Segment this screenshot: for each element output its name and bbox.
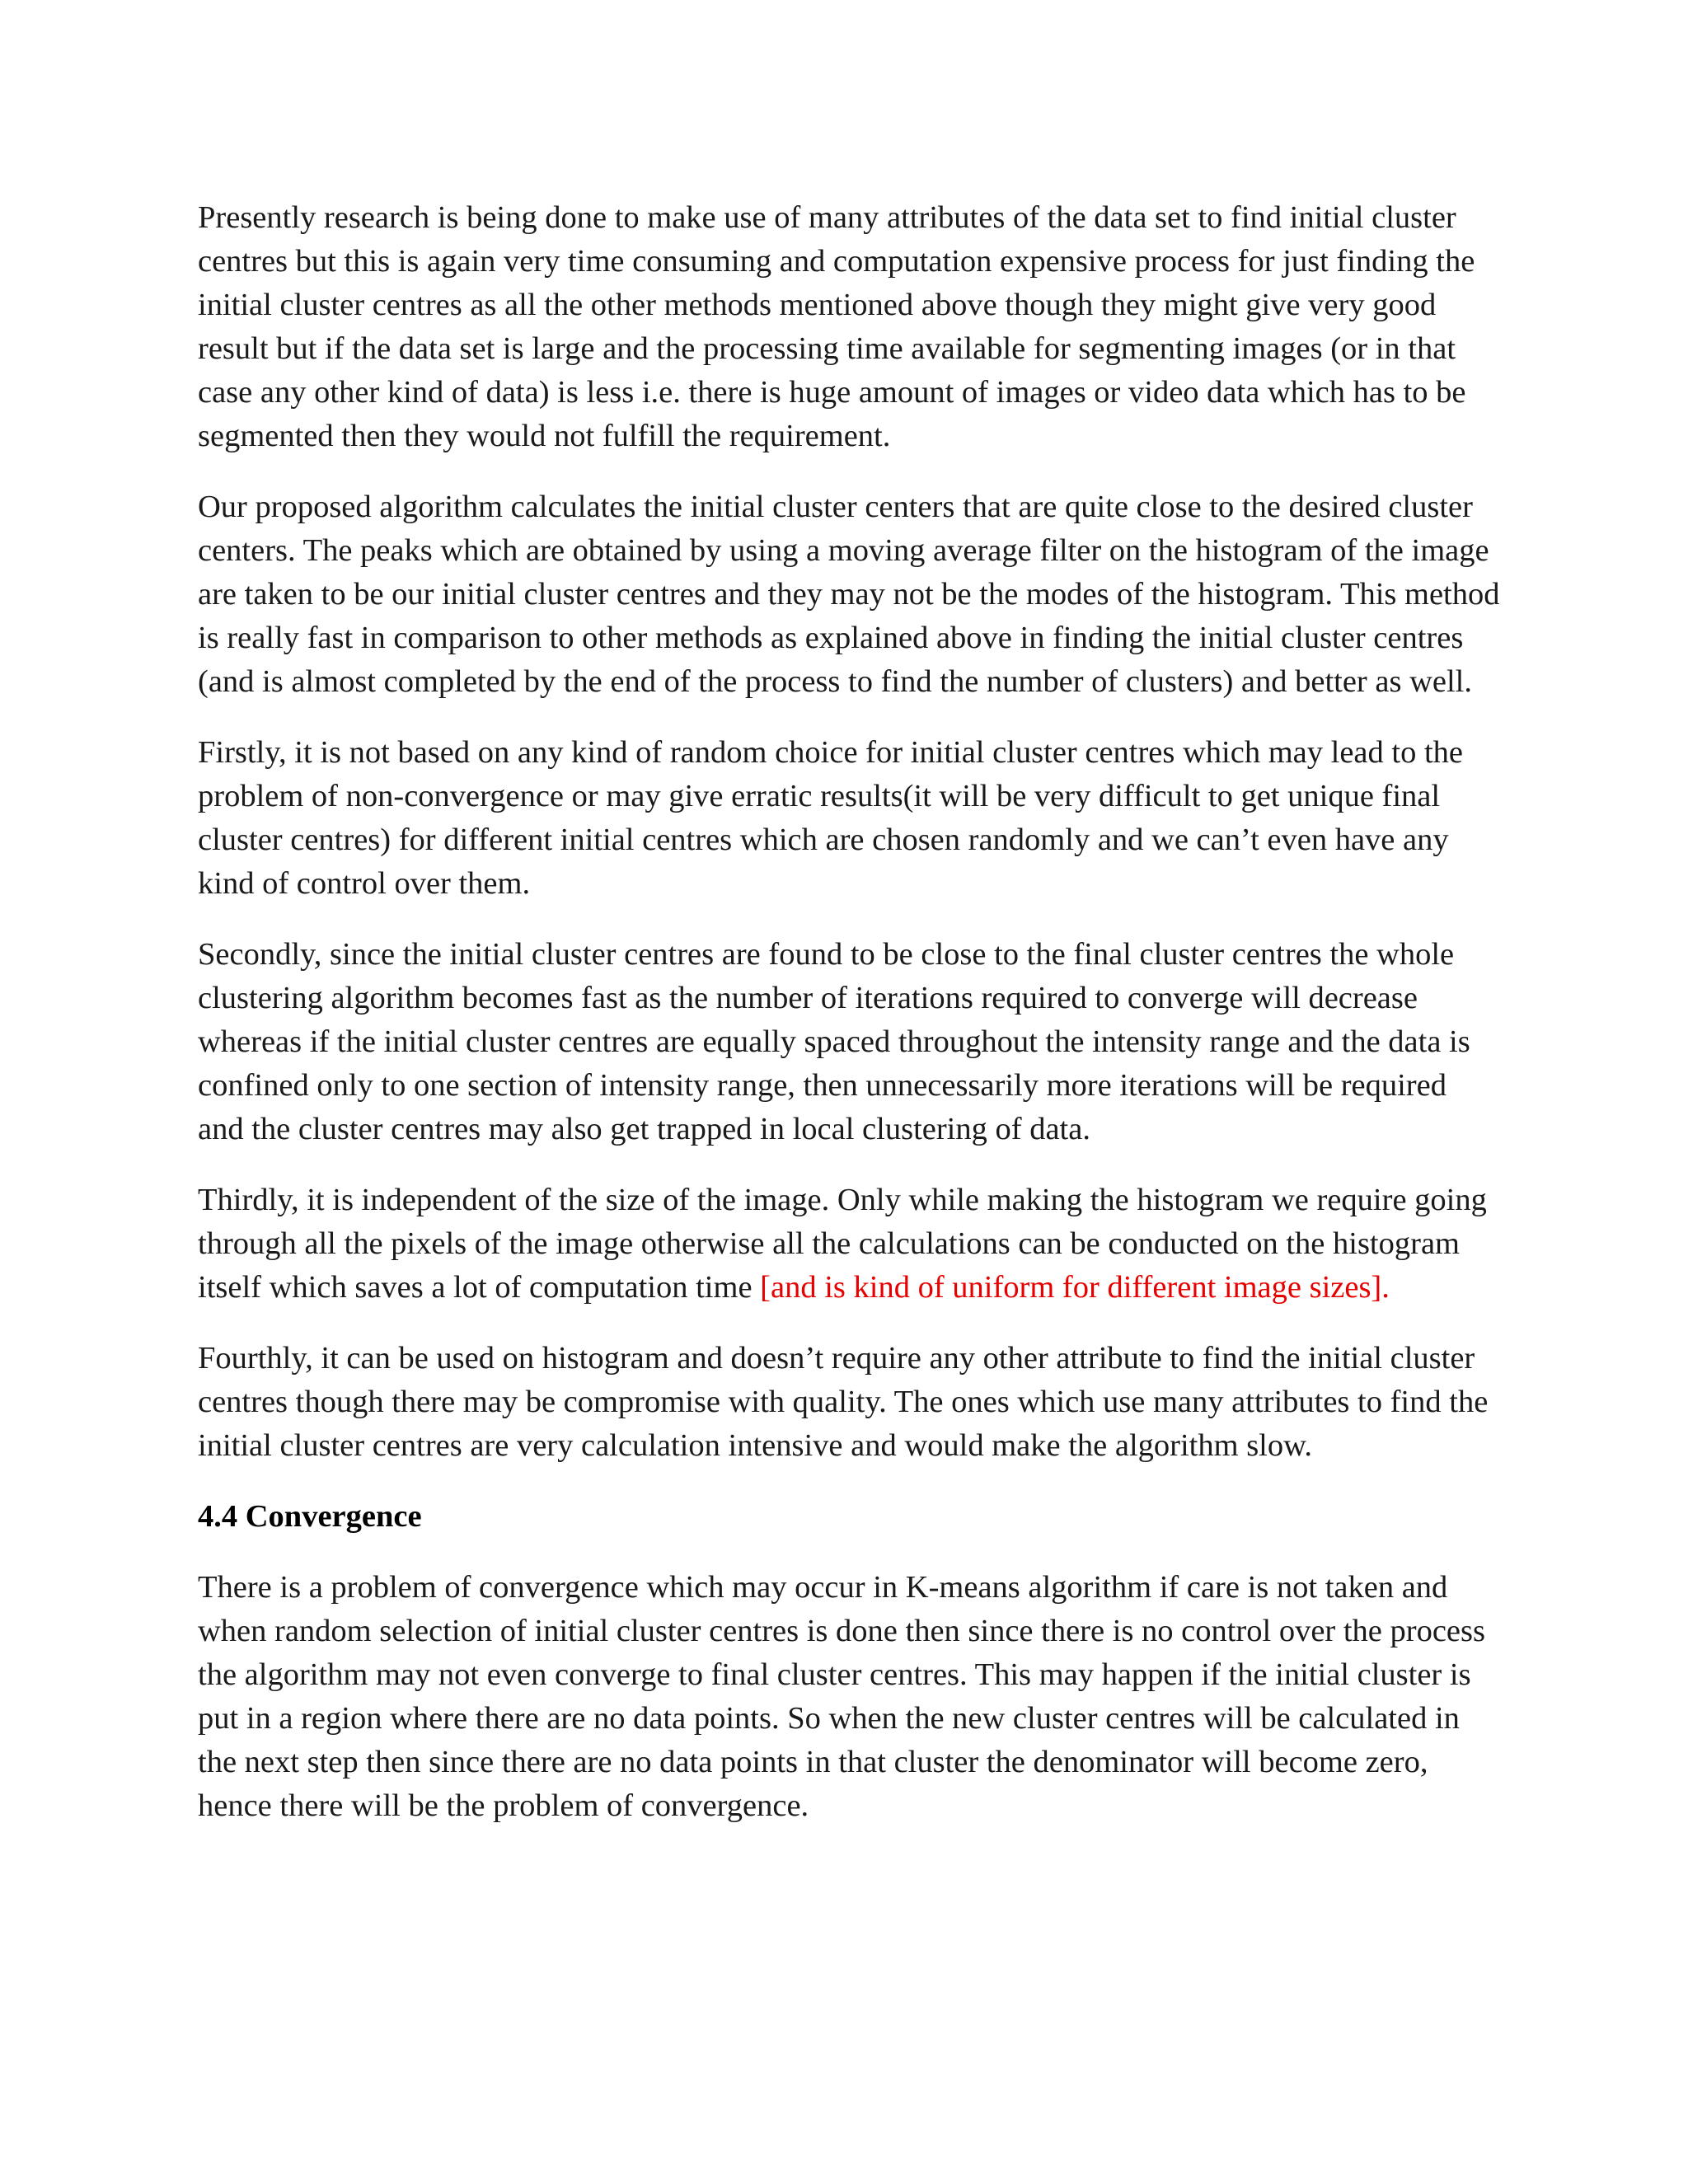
section-heading: 4.4 Convergence: [198, 1499, 422, 1534]
thirdly-highlight: [and is kind of uniform for different image sizes].: [760, 1270, 1390, 1305]
paragraph-research: Presently research is being done to make use of many attributes of the data set to find initial cluster centres but this is again very time consuming and computation expensive process for just finding the initial cluster centres as all the other methods mentioned above though they might give very good result but if the data set is large and the processing time available for segmenting images (or in that case any other kind of data) is less i.e. there is huge amount of images or video data which has to be segmented then they would not fulfill the requirement.: [198, 200, 1475, 453]
paragraph-secondly: Secondly, since the initial cluster centres are found to be close to the final cluster centres the whole clustering algorithm becomes fast as the number of iterations required to converge will decrease whereas if the initial cluster centres are equally spaced throughout the intensity range and the data is confined only to one section of intensity range, then unnecessarily more iterations will be required and the cluster centres may also get trapped in local clustering of data.: [198, 937, 1470, 1146]
paragraph-fourthly: Fourthly, it can be used on histogram and doesn’t require any other attribute to find the initial cluster centres though there may be compromise with quality. The ones which use many attributes to find the initial cluster centres are very calculation intensive and would make the algorithm slow.: [198, 1341, 1489, 1463]
paragraph-thirdly: [198, 1179, 1500, 1310]
paragraph-proposed-algorithm: Our proposed algorithm calculates the initial cluster centers that are quite close to the desired cluster centers. The peaks which are obtained by using a moving average filter on the histogram of the image are taken to be our initial cluster centres and they may not be the modes of the histogram. This method is really fast in comparison to other methods as explained above in finding the initial cluster centres (and is almost completed by the end of the process to find the number of clusters) and better as well.: [198, 490, 1500, 699]
paragraph-firstly: Firstly, it is not based on any kind of random choice for initial cluster centres which may lead to the problem of non-convergence or may give erratic results(it will be very difficult to get unique final cluster centres) for different initial centres which are chosen randomly and we can’t even have any kind of control over them.: [198, 735, 1463, 901]
document-page: [198, 196, 1500, 1855]
thirdly-text: Thirdly, it is independent of the size of the image. Only while making the histogram we require going through all the pixels of the image otherwise all the calculations can be conducted on the histogram itself which saves a lot of computation time: [198, 1183, 1487, 1305]
paragraph-convergence: There is a problem of convergence which may occur in K-means algorithm if care is not taken and when random selection of initial cluster centres is done then since there is no control over the process the algorithm may not even converge to final cluster centres. This may happen if the initial cluster is put in a region where there are no data points. So when the new cluster centres will be calculated in the next step then since there are no data points in that cluster the denominator will become zero, hence there will be the problem of convergence.: [198, 1570, 1485, 1823]
